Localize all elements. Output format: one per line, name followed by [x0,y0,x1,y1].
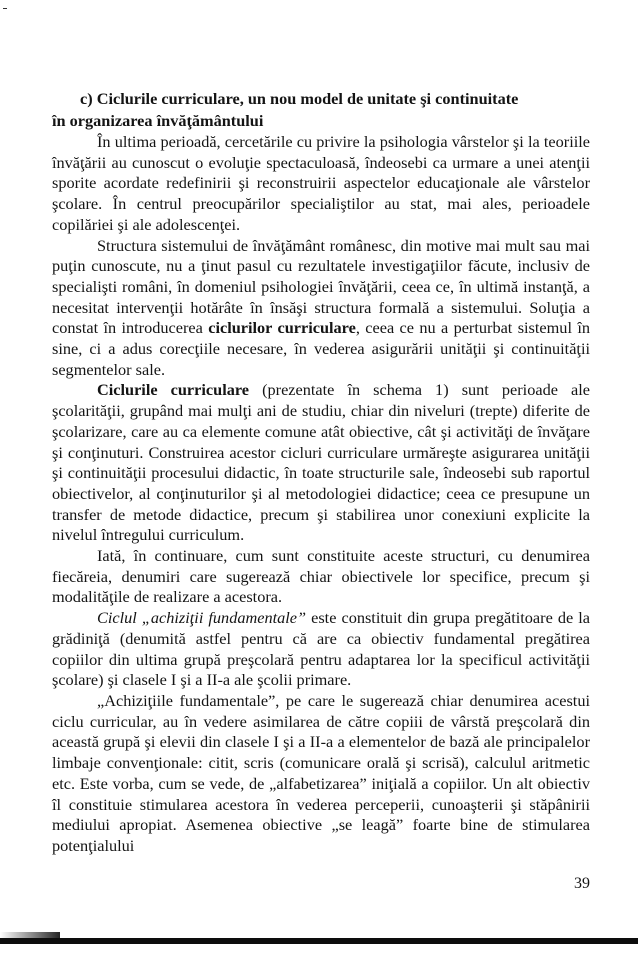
paragraph-5-cycle-name: Ciclul „achiziţii fundamentale” [97,608,307,628]
paragraph-6: „Achiziţiile fundamentale”, pe care le sugerează chiar denumirea acestui ciclu curricular, au în vedere asimilarea de către copiii de vârstă preşcolară din această grupă şi elevii din clasele I şi a II-a a elementelor de bază ale principalelor limbaje convenţionale: citit, scris (comunicare orală şi scrisă), calculul aritmetic etc. Este vorba, cum se vede, de „alfabetizarea” iniţială a copiilor. Un alt obiectiv îl constituie stimularea acestora în vederea perceperii, cunoaşterii şi stăpânirii mediului apropiat. Asemenea obiective „se leagă” foarte bine de stimularea potenţialului [52,690,590,855]
paragraph-2-text-a: Structura sistemului de învăţământ românesc, din motive mai mult sau mai puţin cunoscute, nu a ţinut pasul cu rezultatele investigaţiilor făcute, inclusiv de specialişti români, în domeniul psihologiei învăţării, ceea ce, în ultimă instanţă, a necesitat intervenţii hotărâte în însăşi structura formală a sistemului. Soluţia a constat în introducerea [52,235,590,338]
scan-bottom-edge [0,938,638,944]
section-heading-line2: în organizarea învăţământului [52,111,264,130]
page-body [52,88,590,857]
paragraph-3-text: (prezentate în schema 1) sunt perioade ale şcolarităţii, grupând mai mulţi ani de studiu, chiar din niveluri (trepte) diferite de şcolarizare, care au ca elemente comune atât obiective, cât şi activităţi de învăţare şi conţinuturi. Construirea acestor cicluri curriculare urmăreşte asigurarea unităţii şi continuităţii procesului didactic, în toate structurile sale, îndeosebi sub raportul obiectivelor, al conţinuturilor şi al metodologiei didactice; ceea ce presupune un transfer de metode didactice, precum şi stabilirea unor conexiuni explicite la nivelul întregului curriculum. [52,380,590,545]
page-number: 39 [574,875,590,892]
section-heading-line1: c) Ciclurile curriculare, un nou model de unitate şi continuitate [80,89,519,108]
paragraph-2-term: ciclurilor curriculare [208,318,356,338]
paragraph-3 [52,380,590,546]
paragraph-3-term: Ciclurile curriculare [97,380,250,400]
paragraph-2-text-b: , ceea ce nu a perturbat sistemul în sine, ci a adus corecţiile necesare, în vederea asigurării unităţii şi continuităţii segmentelor sale. [52,318,590,379]
corner-scan-mark [3,8,7,9]
paragraph-5 [52,608,590,691]
paragraph-5-text: este constituit din grupa pregătitoare de la grădiniţă (denumită astfel pentru că are ca obiectiv fundamental pregătirea copiilor din ultima grupă preşcolară pentru adaptarea lor la specificul activităţii şcolare) şi clasele I şi a II-a ale şcolii primare. [52,608,590,690]
section-heading [52,88,590,132]
paragraph-2 [52,236,590,381]
paragraph-1: În ultima perioadă, cercetările cu privire la psihologia vârstelor şi la teoriile învăţării au cunoscut o evoluţie spectaculoasă, îndeosebi ca urmare a unei atenţii sporite acordate redefinirii şi reconstruirii aspectelor educaţionale ale vârstelor şcolare. În centrul preocupărilor specialiştilor au stat, mai ales, perioadele copilăriei şi ale adolescenţei. [52,132,590,234]
paragraph-4: Iată, în continuare, cum sunt constituite aceste structuri, cu denumirea fiecăreia, denumiri care sugerează chiar obiectivele lor specifice, precum şi modalităţile de realizare a acestora. [52,546,590,607]
